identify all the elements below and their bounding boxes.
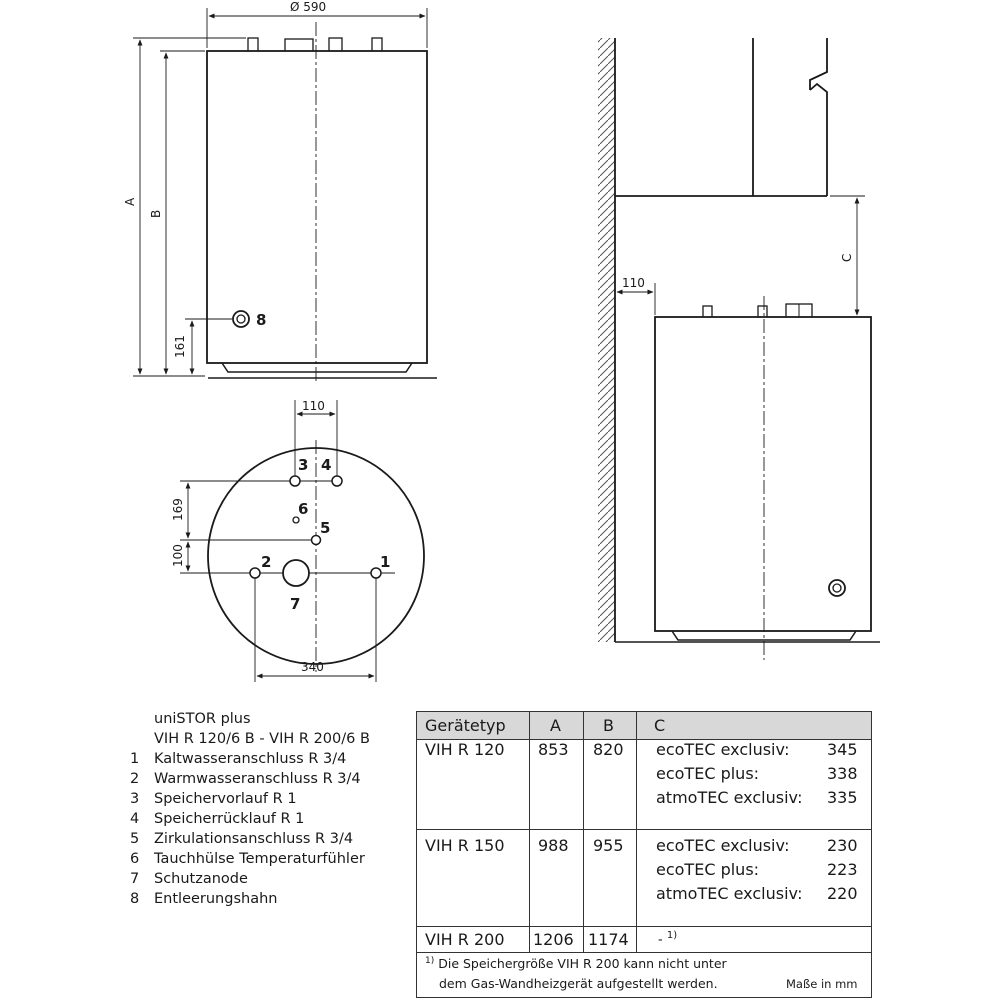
dim-100-label: 100 (171, 544, 185, 567)
legend-item-number: 5 (130, 831, 140, 847)
legend-item-number: 1 (130, 751, 140, 767)
callout-5: 5 (320, 519, 331, 537)
side-view (598, 38, 880, 660)
legend-item-text: Entleerungshahn (154, 891, 278, 907)
table-cell-C-name: ecoTEC exclusiv: (656, 740, 790, 759)
legend-item-number: 3 (130, 791, 140, 807)
header-type: Gerätetyp (425, 716, 506, 735)
dim-B-label: B (149, 209, 163, 218)
table-cell-C-dash (658, 930, 677, 947)
legend-item (118, 809, 408, 829)
table-cell-C-value: 345 (827, 740, 858, 759)
dim-169-label: 169 (171, 498, 185, 521)
table-cell-C-dash-text: - (658, 932, 663, 948)
callout-4: 4 (321, 456, 332, 474)
dim-161-label: 161 (173, 335, 187, 358)
table-cell-C-name: ecoTEC exclusiv: (656, 836, 790, 855)
dim-A-label: A (123, 197, 137, 206)
table-cell-type: VIH R 200 (425, 930, 505, 949)
table-cell-A: 1206 (533, 930, 574, 949)
diameter-dimension (207, 8, 427, 48)
legend-item-text: Schutzanode (154, 871, 248, 887)
legend-item (118, 869, 408, 889)
table-cell-C-value: 223 (827, 860, 858, 879)
legend-item (118, 849, 408, 869)
callout-7: 7 (290, 595, 301, 613)
table-cell-C-name: ecoTEC plus: (656, 860, 760, 879)
legend-item (118, 789, 408, 809)
legend-item-number: 6 (130, 851, 140, 867)
legend-item-text: Zirkulationsanschluss R 3/4 (154, 831, 354, 847)
table-cell-type: VIH R 120 (425, 740, 505, 759)
table-cell-C-value: 335 (827, 788, 858, 807)
legend-item-text: Tauchhülse Temperaturfühler (154, 851, 365, 867)
table-cell-C-name: ecoTEC plus: (656, 764, 760, 783)
footnote-line-1 (425, 956, 727, 971)
table-cell-C-value: 338 (827, 764, 858, 783)
footnote-mark: 1) (425, 956, 435, 966)
legend-item (118, 749, 408, 769)
legend-item-text: Speicherrücklauf R 1 (154, 811, 305, 827)
header-B: B (603, 716, 614, 735)
table-cell-A: 988 (538, 836, 569, 855)
footnote-text-2: dem Gas-Wandheizgerät aufgestellt werden. (439, 976, 718, 991)
dim-C-label: C (840, 253, 854, 262)
table-cell-B: 820 (593, 740, 624, 759)
dimensions-table (416, 711, 872, 998)
header-A: A (550, 716, 561, 735)
side-view-dimensions (617, 198, 857, 315)
legend-title-product: uniSTOR plus (154, 711, 251, 727)
legend-item-number: 7 (130, 871, 140, 887)
diameter-label: Ø 590 (290, 0, 327, 14)
table-cell-C-value: 230 (827, 836, 858, 855)
legend-item (118, 769, 408, 789)
callout-8: 8 (256, 311, 267, 329)
legend-item-text: Kaltwasseranschluss R 3/4 (154, 751, 347, 767)
dim-340-label: 340 (301, 660, 324, 674)
callout-1: 1 (380, 553, 391, 571)
legend-item-number: 4 (130, 811, 140, 827)
legend-item (118, 889, 408, 909)
table-cell-B: 1174 (588, 930, 629, 949)
table-cell-B: 955 (593, 836, 624, 855)
legend-item (118, 829, 408, 849)
table-cell-type: VIH R 150 (425, 836, 505, 855)
footnote-ref: 1) (666, 930, 678, 941)
front-view (185, 22, 437, 384)
table-cell-C-name: atmoTEC exclusiv: (656, 884, 803, 903)
legend-item-number: 8 (130, 891, 140, 907)
callout-2: 2 (261, 553, 272, 571)
dim-110-top-label: 110 (302, 399, 325, 413)
header-C: C (654, 716, 666, 735)
legend-item-number: 2 (130, 771, 140, 787)
footnote-text-1: Die Speichergröße VIH R 200 kann nicht unter (438, 956, 727, 972)
legend-item-text: Speichervorlauf R 1 (154, 791, 297, 807)
callout-6: 6 (298, 500, 309, 518)
connection-legend (118, 709, 408, 909)
units-note: Maße in mm (786, 977, 858, 991)
dim-110-side-label: 110 (622, 276, 645, 290)
top-view (180, 400, 424, 682)
callout-3: 3 (298, 456, 309, 474)
table-cell-C-value: 220 (827, 884, 858, 903)
table-cell-A: 853 (538, 740, 569, 759)
table-cell-C-name: atmoTEC exclusiv: (656, 788, 803, 807)
legend-item-text: Warmwasseranschluss R 3/4 (154, 771, 361, 787)
legend-title-models: VIH R 120/6 B - VIH R 200/6 B (154, 731, 370, 747)
